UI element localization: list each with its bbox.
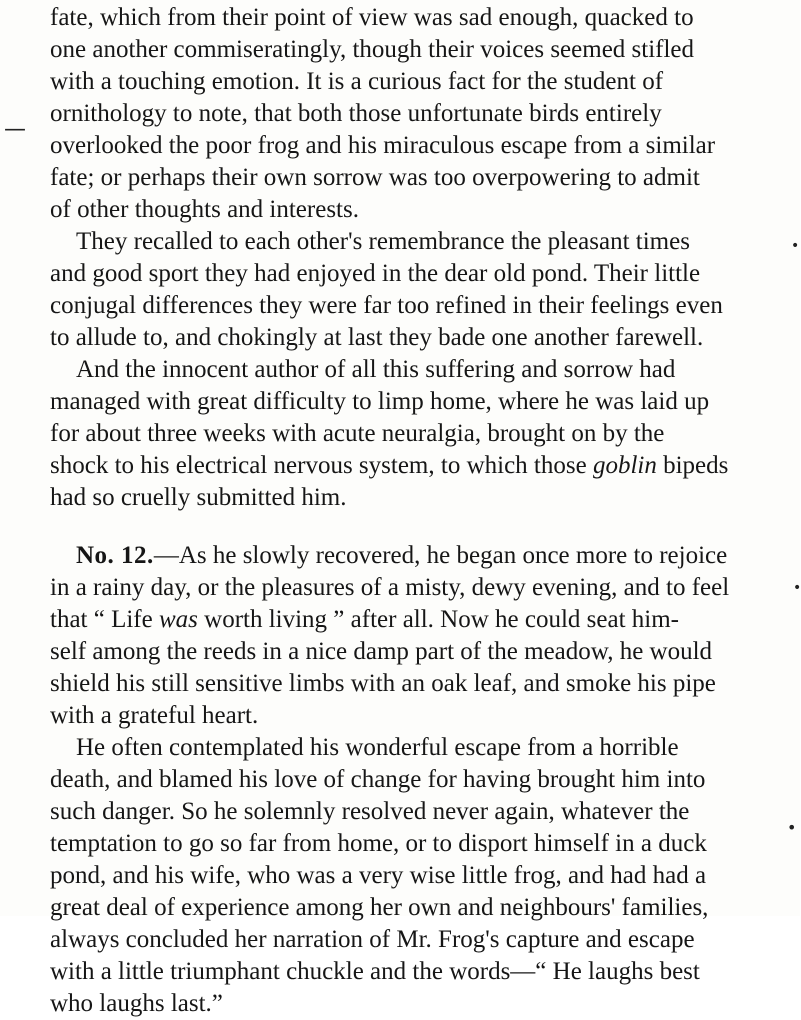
section-12 bbox=[50, 540, 785, 732]
text-line: had so cruelly submitted him. bbox=[50, 484, 347, 511]
margin-dash-mark: — bbox=[4, 117, 26, 142]
text-line bbox=[50, 540, 785, 572]
text-line bbox=[50, 450, 785, 482]
text-line: self among the reeds in a nice damp part of the meadow, he would bbox=[50, 638, 713, 665]
paragraph-duck-lament bbox=[50, 2, 785, 226]
text-line: He often contemplated his wonderful escape from a horrible bbox=[76, 734, 679, 761]
text-line: for about three weeks with acute neuralgia, brought on by the bbox=[50, 420, 665, 447]
text-line: fate; or perhaps their own sorrow was too overpowering to admit bbox=[50, 164, 700, 191]
italic-word: goblin bbox=[592, 452, 657, 479]
text-line: always concluded her narration of Mr. Frog's capture and escape bbox=[50, 926, 695, 953]
text-segment: shock to his electrical nervous system, to which those bbox=[50, 452, 593, 479]
text-line: pond, and his wife, who was a very wise little frog, and had had a bbox=[50, 862, 707, 889]
text-segment: worth living ” after all. Now he could seat him- bbox=[197, 606, 680, 633]
section-number: No. 12. bbox=[76, 542, 154, 569]
margin-dot-mark: • bbox=[787, 818, 797, 837]
body-text bbox=[50, 2, 785, 1020]
text-line: They recalled to each other's remembrance the pleasant times bbox=[76, 228, 690, 255]
italic-word: was bbox=[158, 606, 198, 633]
text-line: such danger. So he solemnly resolved never again, whatever the bbox=[50, 798, 690, 825]
text-line: with a little triumphant chuckle and the words—“ He laughs best bbox=[50, 958, 700, 985]
text-line: temptation to go so far from home, or to disport himself in a duck bbox=[50, 830, 707, 857]
text-line: fate, which from their point of view was sad enough, quacked to bbox=[50, 4, 694, 31]
text-line: managed with great difficulty to limp home, where he was laid up bbox=[50, 388, 710, 415]
text-segment: that “ Life bbox=[50, 606, 159, 633]
paragraph-resolution bbox=[50, 732, 785, 1020]
text-line: ornithology to note, that both those unfortunate birds entirely bbox=[50, 100, 662, 127]
text-line: conjugal differences they were far too refined in their feelings even bbox=[50, 292, 723, 319]
text-line: who laughs last.” bbox=[50, 990, 223, 1017]
margin-dot-mark: • bbox=[791, 238, 800, 254]
text-line: one another commiseratingly, though their voices seemed stifled bbox=[50, 36, 695, 63]
margin-dot-mark: • bbox=[793, 580, 801, 596]
text-line: to allude to, and chokingly at last they bade one another farewell. bbox=[50, 324, 704, 351]
text-segment: —As he slowly recovered, he began once more to rejoice bbox=[153, 542, 728, 569]
paragraph-farewell bbox=[50, 226, 785, 354]
text-line: of other thoughts and interests. bbox=[50, 196, 359, 223]
section-gap bbox=[50, 514, 785, 540]
text-line: death, and blamed his love of change for having brought him into bbox=[50, 766, 706, 793]
paragraph-frog-neuralgia bbox=[50, 354, 785, 514]
text-line bbox=[50, 604, 785, 636]
text-line: overlooked the poor frog and his miraculous escape from a similar bbox=[50, 132, 716, 159]
text-line: with a grateful heart. bbox=[50, 702, 259, 729]
text-line: in a rainy day, or the pleasures of a misty, dewy evening, and to feel bbox=[50, 574, 730, 601]
text-segment: bipeds bbox=[656, 452, 729, 479]
text-line: great deal of experience among her own and neighbours' families, bbox=[50, 894, 709, 921]
text-line: with a touching emotion. It is a curious fact for the student of bbox=[50, 68, 664, 95]
text-line: And the innocent author of all this suffering and sorrow had bbox=[76, 356, 676, 383]
text-line: and good sport they had enjoyed in the dear old pond. Their little bbox=[50, 260, 701, 287]
text-line: shield his still sensitive limbs with an oak leaf, and smoke his pipe bbox=[50, 670, 716, 697]
